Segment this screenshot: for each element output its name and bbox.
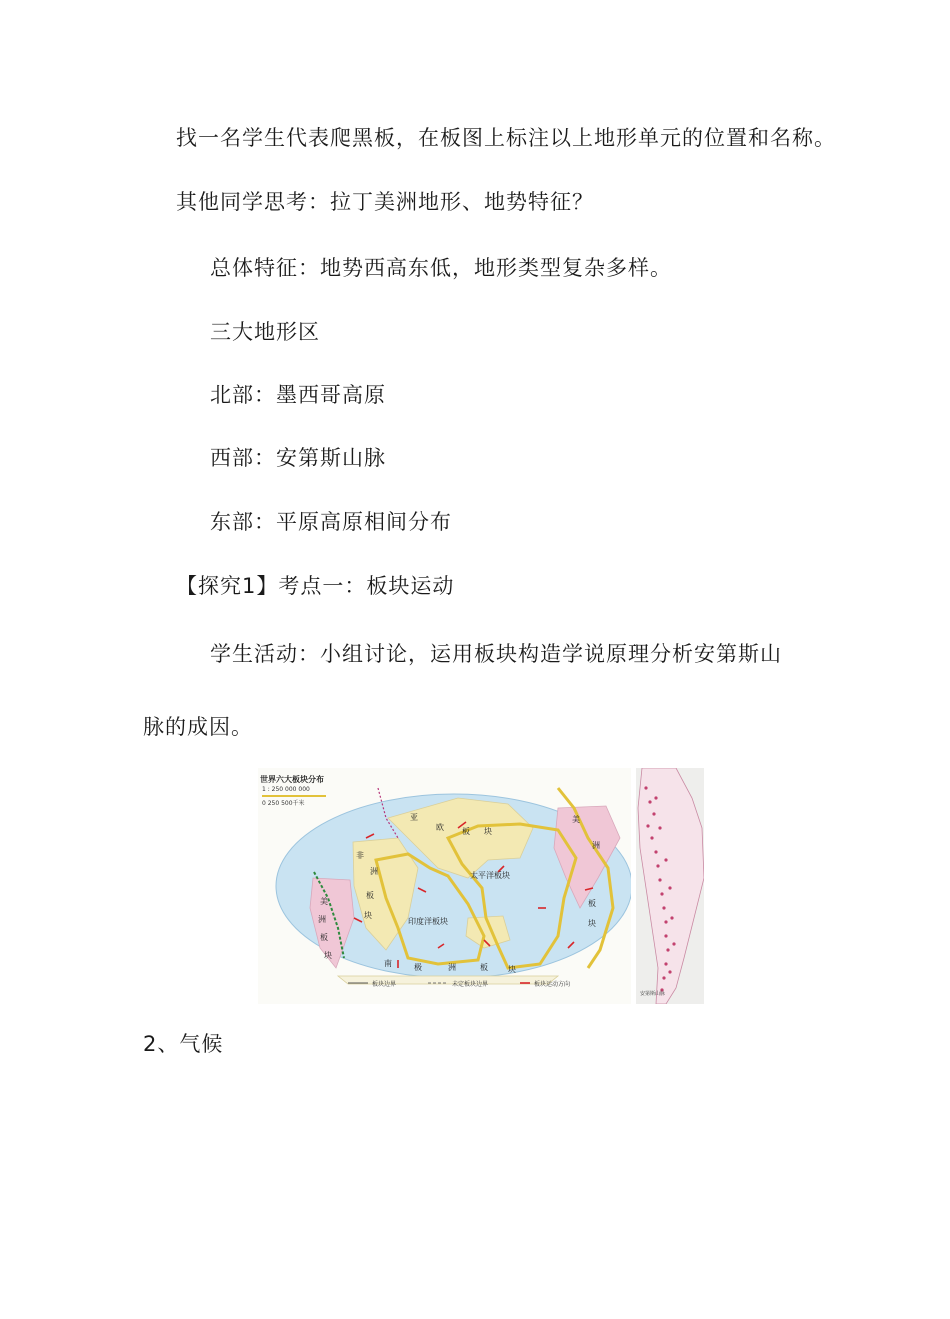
- plate-label-african-a: 非: [356, 851, 364, 860]
- plate-label-american-a: 美: [320, 897, 328, 906]
- plate-label-america-east-b: 洲: [592, 841, 600, 850]
- legend-undetermined: 未定板块边界: [452, 981, 489, 988]
- plate-label-pacific: 太平洋板块: [470, 871, 510, 880]
- plate-label-african-d: 块: [364, 911, 372, 920]
- andes-map-caption: 安第斯山脉: [640, 991, 666, 997]
- plate-label-american-b: 洲: [318, 915, 326, 924]
- plate-label-america-east-a: 美: [572, 815, 580, 824]
- legend-motion: 板块运动方向: [534, 981, 571, 988]
- andes-map: [636, 768, 704, 1004]
- map-scale: 1 : 250 000 000: [262, 786, 310, 793]
- paragraph-6: 西部：安第斯山脉: [210, 446, 386, 470]
- plate-label-antarctic-d: 板: [480, 963, 488, 972]
- paragraph-2: 其他同学思考：拉丁美洲地形、地势特征？: [176, 190, 594, 214]
- paragraph-10: 脉的成因。: [143, 715, 253, 739]
- plate-label-antarctic-a: 南: [384, 959, 392, 968]
- plate-label-america-east-c: 板: [588, 899, 596, 908]
- plate-label-antarctic-b: 极: [414, 963, 422, 972]
- andes-map-graphic: [636, 768, 704, 1004]
- plate-figure: [258, 768, 704, 1004]
- plate-label-eurasian-a: 亚: [410, 813, 418, 822]
- legend-boundary: 板块边界: [372, 981, 397, 988]
- plate-label-eurasian-c: 板: [462, 827, 470, 836]
- paragraph-3: 总体特征：地势西高东低，地形类型复杂多样。: [210, 256, 672, 280]
- plate-label-antarctic-e: 块: [508, 965, 516, 974]
- paragraph-9: 学生活动：小组讨论，运用板块构造学说原理分析安第斯山: [210, 642, 782, 666]
- paragraph-4: 三大地形区: [210, 320, 320, 344]
- paragraph-7: 东部：平原高原相间分布: [210, 510, 452, 534]
- plate-label-indian: 印度洋板块: [408, 917, 448, 926]
- section-heading-climate: 2、气候: [143, 1032, 224, 1056]
- world-plates-map-graphic: [258, 768, 631, 1004]
- paragraph-5: 北部：墨西哥高原: [210, 383, 386, 407]
- plate-label-african-c: 板: [366, 891, 374, 900]
- plate-label-eurasian-d: 块: [484, 827, 492, 836]
- paragraph-1: 找一名学生代表爬黑板，在板图上标注以上地形单元的位置和名称。: [176, 126, 836, 150]
- scale-bar-label: 0 250 500千米: [262, 800, 305, 807]
- plate-label-african-b: 洲: [370, 867, 378, 876]
- plate-label-antarctic-c: 洲: [448, 963, 456, 972]
- map-title: 世界六大板块分布: [260, 775, 324, 784]
- paragraph-8: 【探究1】考点一：板块运动: [176, 574, 455, 598]
- plate-label-american-c: 板: [320, 933, 328, 942]
- plate-label-america-east-d: 块: [588, 919, 596, 928]
- world-plates-map: [258, 768, 631, 1004]
- plate-label-american-d: 块: [324, 951, 332, 960]
- plate-label-eurasian-b: 欧: [436, 823, 444, 832]
